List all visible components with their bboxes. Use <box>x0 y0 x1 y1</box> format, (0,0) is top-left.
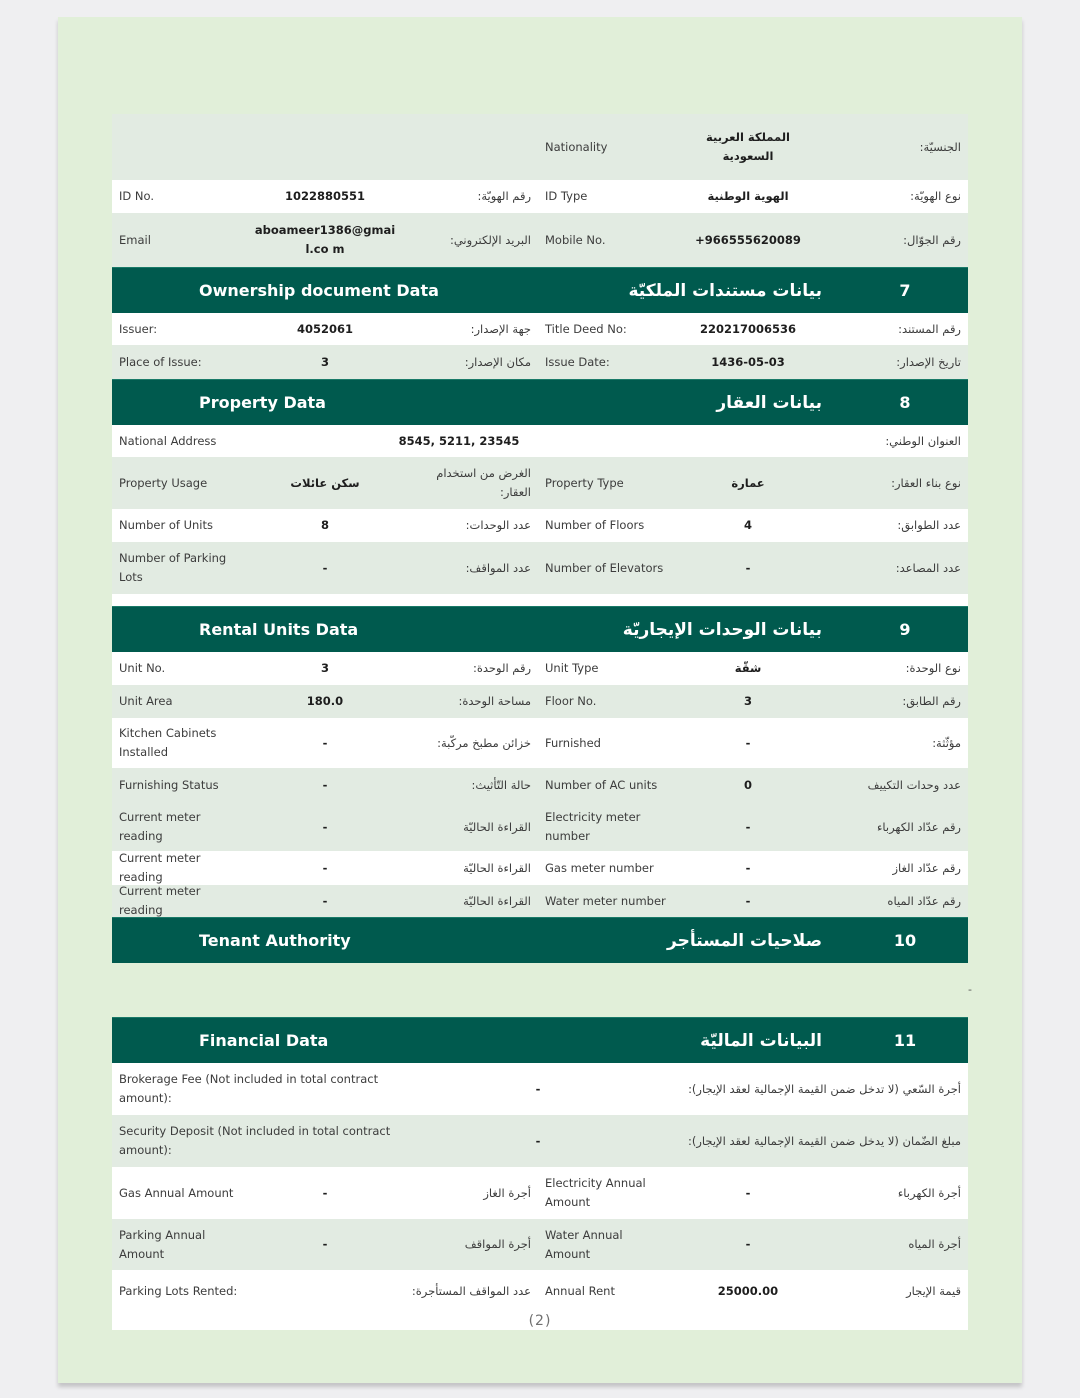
label-ar: الجنسيّة: <box>919 139 961 154</box>
label-ar: أجرة الغاز <box>483 1185 531 1200</box>
label-ar: قيمة الإيجار <box>906 1284 961 1298</box>
label-en: Mobile No. <box>545 232 606 247</box>
label-en: Number of AC units <box>545 778 658 792</box>
section-header-tenant <box>112 917 968 963</box>
label-en: Electricity meter number <box>545 810 641 843</box>
value: 0 <box>743 778 752 792</box>
value: - <box>745 560 751 575</box>
label-en: Water meter number <box>545 893 666 908</box>
email-value: aboameer1386@gmail.co m <box>254 223 396 256</box>
label-ar: القراءة الحاليّة <box>463 819 531 834</box>
label-en: Unit No. <box>119 661 166 675</box>
section-title-ar: بيانات مستندات الملكيّة <box>628 280 822 301</box>
row-electricity-meter <box>112 803 968 851</box>
label-ar: أجرة الكهرباء <box>897 1185 961 1200</box>
label-en: ID No. <box>119 189 154 203</box>
label-en: Title Deed No: <box>545 321 627 336</box>
value: - <box>745 1185 751 1200</box>
row-water-meter <box>112 885 968 917</box>
label-en: Issue Date: <box>545 354 610 369</box>
label-en: Unit Type <box>545 661 599 675</box>
label-en: Parking Annual Amount <box>119 1227 206 1261</box>
value: - <box>322 860 328 875</box>
label-ar: مبلغ الضّمان (لا يدخل ضمن القيمة الإجمالية لعقد الإيجار): <box>688 1133 961 1148</box>
section-title-ar: صلاحيات المستأجر <box>667 930 822 951</box>
label-en: Gas meter number <box>545 860 654 875</box>
row-place-of-issue <box>112 345 968 379</box>
label-en: ID Type <box>545 189 588 203</box>
label-en: Security Deposit (Not included in total contract amount): <box>119 1124 391 1157</box>
section-title-en: Property Data <box>199 393 326 412</box>
row-brokerage <box>112 1063 968 1115</box>
section-title-en: Ownership document Data <box>199 281 439 300</box>
label-ar: العنوان الوطني: <box>885 433 961 448</box>
section-title-ar: بيانات الوحدات الإيجاريّة <box>622 619 822 640</box>
label-ar: تاريخ الإصدار: <box>896 354 961 369</box>
value: الهوية الوطنية <box>707 189 789 203</box>
label-en: Number of Parking Lots <box>119 551 227 584</box>
label-ar: رقم عدّاد الغاز <box>892 860 961 875</box>
label-en: Kitchen Cabinets Installed <box>119 726 217 759</box>
label-en: Number of Floors <box>545 518 645 532</box>
label-en: Gas Annual Amount <box>119 1185 234 1200</box>
value: - <box>322 778 328 792</box>
label-ar: القراءة الحاليّة <box>463 860 531 875</box>
value: شقّة <box>734 661 762 675</box>
row-issuer <box>112 313 968 345</box>
section-number: 10 <box>893 931 917 950</box>
label-en: Current meter reading <box>119 884 201 917</box>
label-ar: أجرة المياه <box>908 1237 961 1251</box>
label-ar: أجرة المواقف <box>464 1237 531 1251</box>
value: 220217006536 <box>699 321 797 336</box>
label-en: Property Type <box>545 475 624 490</box>
value: - <box>745 1237 751 1251</box>
value: 25000.00 <box>717 1284 779 1298</box>
label-en: Parking Lots Rented: <box>119 1284 238 1298</box>
row-units <box>112 509 968 542</box>
label-en: Nationality <box>545 139 608 154</box>
label-ar: رقم الطابق: <box>902 694 961 708</box>
row-furnishing-status <box>112 768 968 803</box>
value: - <box>322 1237 328 1251</box>
label-en: Place of Issue: <box>119 354 202 369</box>
value: - <box>745 819 751 834</box>
label-en: Annual Rent <box>545 1284 615 1298</box>
section-header-property <box>112 379 968 425</box>
label-ar: عدد المصاعد: <box>895 560 961 575</box>
label-ar: رقم عدّاد المياه <box>887 893 961 908</box>
value: 1436-05-03 <box>711 354 785 369</box>
value: عمارة <box>731 475 765 490</box>
document-page <box>58 17 1022 1383</box>
section-number: 9 <box>899 620 911 639</box>
row-contact <box>112 213 968 267</box>
label-ar: مساحة الوحدة: <box>458 694 531 708</box>
label-en: Property Usage <box>119 475 208 490</box>
label-ar: رقم الوحدة: <box>472 661 531 675</box>
value: - <box>745 893 751 908</box>
row-unit-area <box>112 685 968 718</box>
value: 180.0 <box>306 694 344 708</box>
row-parking-water <box>112 1219 968 1270</box>
label-ar: عدد الطوابق: <box>897 518 961 532</box>
row-deposit <box>112 1115 968 1167</box>
value: 3 <box>320 661 329 675</box>
label-en: Furnishing Status <box>119 778 219 792</box>
value: +966555620089 <box>695 232 801 247</box>
label-ar: القراءة الحاليّة <box>463 893 531 908</box>
label-ar: عدد المواقف: <box>465 560 531 575</box>
label-ar: رقم عدّاد الكهرباء <box>876 819 961 834</box>
label-en: Brokerage Fee (Not included in total contract amount): <box>119 1072 379 1105</box>
row-gas-meter <box>112 851 968 885</box>
value: - <box>322 819 328 834</box>
section-number: 8 <box>899 393 911 412</box>
value: - <box>745 860 751 875</box>
label-en: Floor No. <box>545 694 597 708</box>
label-en: Electricity Annual Amount <box>545 1176 646 1209</box>
label-ar: عدد الوحدات: <box>465 518 531 532</box>
row-kitchen <box>112 718 968 768</box>
label-ar: رقم الهويّة: <box>477 189 531 203</box>
row-parking <box>112 542 968 594</box>
tenant-authority-area <box>112 963 972 1017</box>
label-ar: نوع الوحدة: <box>905 661 961 675</box>
label-ar: مكان الإصدار: <box>464 354 531 369</box>
label-ar: مؤثّثة: <box>932 735 961 750</box>
spacer-row <box>112 594 968 606</box>
label-ar: خزائن مطبخ مركّبة: <box>437 735 531 750</box>
section-header-rental <box>112 606 968 652</box>
row-unit-no <box>112 652 968 685</box>
row-national-address <box>112 425 968 457</box>
value: - <box>322 560 328 575</box>
section-title-en: Financial Data <box>199 1031 329 1050</box>
label-en: National Address <box>119 433 217 448</box>
value: 1022880551 <box>284 189 366 203</box>
label-en: Unit Area <box>119 694 173 708</box>
value: المملكة العربية السعودية <box>706 130 790 163</box>
section-title-ar: بيانات العقار <box>716 392 822 413</box>
value: سكن عائلات <box>290 475 360 490</box>
label-ar: البريد الإلكتروني: <box>449 232 531 247</box>
label-ar: الغرض من استخدام العقار: <box>436 466 531 499</box>
label-ar: عدد وحدات التكييف <box>867 778 961 792</box>
label-en: Water Annual Amount <box>545 1227 623 1261</box>
value: 4052061 <box>296 321 353 336</box>
section-title-ar: البيانات الماليّة <box>700 1030 822 1051</box>
tenant-authority-value: - <box>968 983 972 996</box>
value: - <box>322 893 328 908</box>
value: 3 <box>743 694 752 708</box>
value: - <box>322 735 328 750</box>
row-gas-electricity <box>112 1167 968 1219</box>
value: - <box>535 1081 541 1096</box>
label-ar: رقم الجوّال: <box>903 232 961 247</box>
section-header-ownership <box>112 267 968 313</box>
value: - <box>745 735 751 750</box>
value: - <box>535 1133 541 1148</box>
label-ar: حالة التّأثيث: <box>471 778 531 792</box>
contract-content <box>112 114 972 1330</box>
value: 8545, 5211, 23545 <box>398 433 520 448</box>
section-number: 7 <box>899 281 911 300</box>
label-en: Furnished <box>545 735 601 750</box>
section-title-en: Rental Units Data <box>199 620 359 639</box>
label-en: Number of Elevators <box>545 560 664 575</box>
section-number: 11 <box>893 1031 917 1050</box>
label-ar: رقم المستند: <box>898 321 961 336</box>
value: 4 <box>743 518 752 532</box>
label-en: Number of Units <box>119 518 213 532</box>
label-ar: أجرة السّعي (لا تدخل ضمن القيمة الإجمالية لعقد الإيجار): <box>688 1081 961 1096</box>
label-en: Email <box>119 232 151 247</box>
label-en: Current meter reading <box>119 810 201 843</box>
value: - <box>322 1185 328 1200</box>
label-ar: نوع بناء العقار: <box>891 475 961 490</box>
section-header-financial <box>112 1017 968 1063</box>
value: 8 <box>320 518 329 532</box>
label-en: Current meter reading <box>119 851 201 884</box>
section-title-en: Tenant Authority <box>199 931 351 950</box>
label-ar: نوع الهويّة: <box>910 189 961 203</box>
label-en: Issuer: <box>119 321 158 336</box>
page-number: (2) <box>528 1313 552 1329</box>
row-nationality <box>112 114 968 180</box>
label-ar: جهة الإصدار: <box>470 321 531 336</box>
value: 3 <box>320 354 329 369</box>
label-ar: عدد المواقف المستأجرة: <box>411 1284 531 1298</box>
row-property-usage <box>112 457 968 509</box>
row-id <box>112 180 968 213</box>
